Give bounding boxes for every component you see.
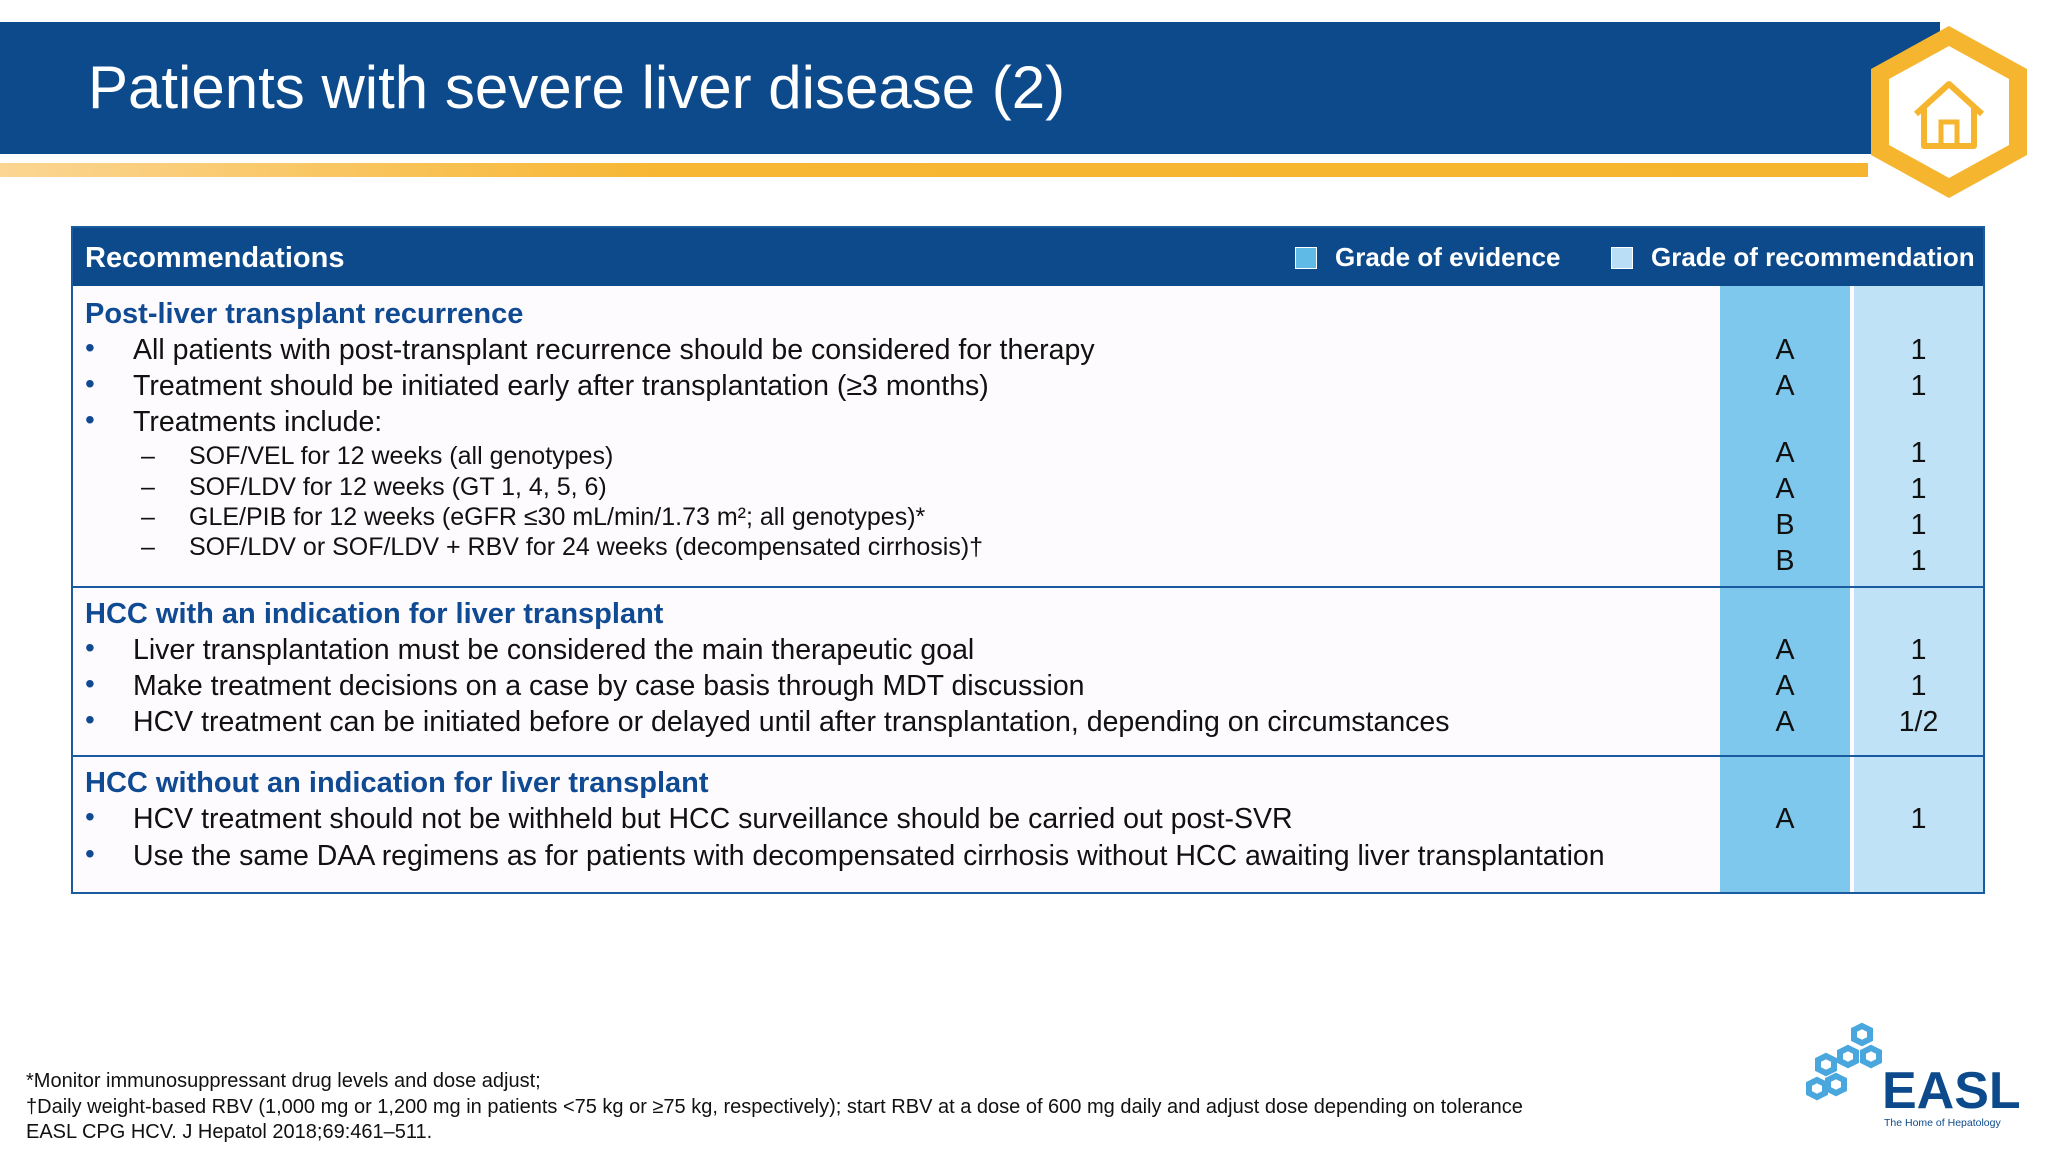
bullet-icon: • (85, 368, 95, 399)
section-divider (73, 586, 1983, 588)
bullet-icon: • (85, 704, 95, 735)
recommendation-grade: 1 (1910, 473, 1927, 505)
evidence-grade: A (1775, 634, 1795, 666)
recommendation-swatch-icon (1611, 247, 1633, 269)
recommendation-grade: 1 (1910, 509, 1927, 541)
dash-icon: – (141, 503, 155, 531)
bullet-icon: • (85, 838, 95, 869)
evidence-grade: B (1775, 545, 1795, 577)
gold-accent-line (0, 163, 1868, 177)
legend-grade-of-evidence: Grade of evidence (1295, 242, 1560, 273)
recommendation-grade: 1 (1910, 370, 1927, 402)
recommendation-grade: 1 (1910, 545, 1927, 577)
slide-title: Patients with severe liver disease (2) (88, 54, 1066, 121)
evidence-grade: A (1775, 803, 1795, 835)
evidence-grade: A (1775, 437, 1795, 469)
section-heading: Post-liver transplant recurrence (85, 298, 524, 330)
footnote: †Daily weight-based RBV (1,000 mg or 1,200 mg in patients <75 kg or ≥75 kg, respectively); start RBV at a dose of 600 mg daily and adjust dose depending on tolerance (26, 1096, 1523, 1118)
citation: EASL CPG HCV. J Hepatol 2018;69:461–511. (26, 1121, 433, 1143)
recommendations-table: Recommendations Grade of evidence Grade of recommendation Post-liver transplant recurrence • All patients with post-transplant recurrence should be considered for therapy • Treatment should be initiated early after transplantation (≥3 months) • Treatments include: – SOF/VEL for 12 weeks (all genotypes) – SOF/LDV for 12 weeks (GT 1, 4, 5, 6) – GLE/PIB for 12 weeks (eGFR ≤30 mL/min/1.73 m²; all genotypes)* – SOF/LDV or SOF/LDV + RBV for 24 weeks (decompensated cirrhosis)† A A A A B B 1 1 1 1 1 1 HCC with an indication for liver transplant • Liver transplantation must be considered the main therapeutic goal • Make treatment decisions on a case by case basis through MDT discussion • HCV treatment can be initiated before or delayed until after transplantation, depending on circumstances A A A 1 1 1/2 HCC without an indication for liver transplant • HCV treatment should not be withheld but HCC surveillance should be carried out post-SVR • Use the same DAA regimens as for patients with decompensated cirrhosis without HCC awaiting liver transplantation A 1 (71, 226, 1985, 894)
evidence-grade: A (1775, 670, 1795, 702)
recommendation-grade: 1/2 (1898, 706, 1939, 738)
bullet-icon: • (85, 332, 95, 363)
section-heading: HCC with an indication for liver transplant (85, 598, 664, 630)
bullet-icon: • (85, 801, 95, 832)
recommendation-grade: 1 (1910, 437, 1927, 469)
easl-logo (1805, 1018, 2025, 1128)
section-divider (73, 755, 1983, 757)
dash-icon: – (141, 473, 155, 501)
recommendation-grade: 1 (1910, 670, 1927, 702)
evidence-grade: B (1775, 509, 1795, 541)
bullet-icon: • (85, 632, 95, 663)
evidence-grade: A (1775, 473, 1795, 505)
evidence-swatch-icon (1295, 247, 1317, 269)
recommendations-heading: Recommendations (85, 242, 345, 274)
evidence-grade: A (1775, 334, 1795, 366)
table-header (73, 228, 1983, 286)
dash-icon: – (141, 533, 155, 561)
home-icon[interactable] (1864, 22, 2034, 202)
dash-icon: – (141, 442, 155, 470)
bullet-icon: • (85, 404, 95, 435)
svg-text:The Home of Hepatology: The Home of Hepatology (1884, 1117, 2001, 1128)
recommendation-grade: 1 (1910, 634, 1927, 666)
legend-grade-of-recommendation: Grade of recommendation (1611, 242, 1975, 273)
recommendation-grade: 1 (1910, 334, 1927, 366)
section-heading: HCC without an indication for liver transplant (85, 767, 709, 799)
svg-text:EASL: EASL (1882, 1062, 2021, 1120)
recommendation-grade: 1 (1910, 803, 1927, 835)
footnote: *Monitor immunosuppressant drug levels and dose adjust; (26, 1070, 541, 1092)
evidence-grade: A (1775, 706, 1795, 738)
evidence-grade: A (1775, 370, 1795, 402)
bullet-icon: • (85, 668, 95, 699)
